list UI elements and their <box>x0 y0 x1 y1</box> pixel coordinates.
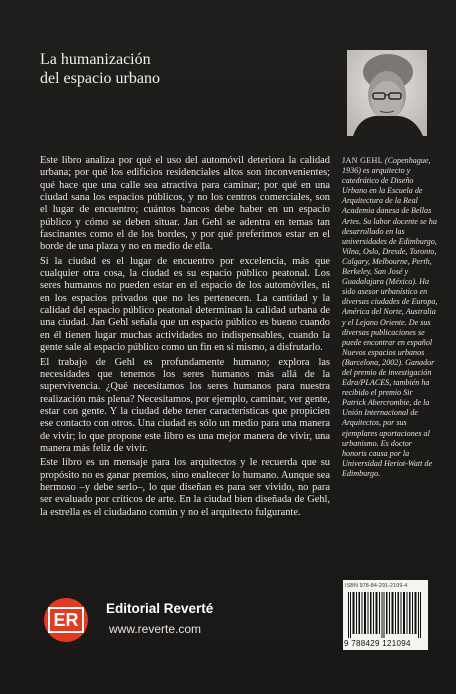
isbn-label: ISBN 978-84-291-2109-4 <box>345 583 408 589</box>
barcode-number: 9 788429 121094 <box>344 639 411 648</box>
author-photo <box>347 50 427 136</box>
blurb-paragraph: Si la ciudad es el lugar de encuentro por excelencia, más que cualquier otra cosa, la ciudad es su espacio público peatonal. Los seres humanos no pueden estar en el espacio de los automóviles, ni en los espacios privados que no les pertenecen. La cantidad y la calidad del espacio público peatonal determinan la calidad urbana de una ciudad. Jan Gehl señala que un espacio público es bueno cuando en él tienen lugar muchas actividades no indispensables, cuando la gente sale al espacio público como un fin en sí mismo, a disfrutarlo. <box>40 255 330 354</box>
blurb-text <box>40 155 330 521</box>
publisher-logo-text: ER <box>48 607 83 633</box>
publisher-logo <box>44 598 88 642</box>
publisher-website[interactable]: www.reverte.com <box>109 622 202 636</box>
blurb-paragraph: Este libro analiza por qué el uso del automóvil deteriora la calidad urbana; por qué los edificios residenciales altos son inconvenientes; qué hace que una calle sea atractiva para caminar; por qué en una ciudad sana los espacios públicos, y no los centros comerciales, son el lugar de encuentro; cuántos bancos debe haber en un espacio público y cómo se deben situar. Jan Gehl se adentra en temas tan fascinantes como el de los bordes, y por qué preferimos estar en el borde de una plaza y no en medio de ella. <box>40 155 330 253</box>
publisher-name: Editorial Reverté <box>106 601 214 616</box>
author-bio-text: (Copenhague, 1936) es arquitecto y catedrático de Diseño Urbano en la Escuela de Arquitectura de la Real Academia danesa de Bellas Artes. Su labor docente se ha desarrollado en las universidades de Edimburgo, Vilna, Oslo, Dresde, Toronto, Calgary, Melbourne, Perth, Berkeley, San José y Guadalajara (México). Ha sido asesor urbanístico en diversas ciudades de Europa, América del Norte, Australia y el Lejano Oriente. De sus diversas publicaciones se puede encontrar en español Nuevos espacios urbanos (Barcelona, 2002). Ganador del premio de investigación Edra/PLACES, también ha recibido el premio Sir Patrick Abercrombie, de la Unión Internacional de Arquitectos, por sus ejemplares aportaciones al urbanismo. Es doctor honoris causa por la Universidad Heriot-Watt de Edimburgo. <box>342 156 438 478</box>
book-title-line-2: del espacio urbano <box>40 70 160 87</box>
author-name: JAN GEHL <box>342 156 383 165</box>
author-bio <box>342 156 438 479</box>
blurb-paragraph: Este libro es un mensaje para los arquitectos y le recuerda que su propósito no es ganar premios, sino enaltecer lo humano. Aunque sea hermoso –y debe serlo–, lo que diseñan es para ser vivido, no para ser evaluado por críticos de arte. En la ciudad bien diseñada de Gehl, la estrella es el ciudadano común y no el arquitecto fulgurante. <box>40 457 330 518</box>
blurb-paragraph: El trabajo de Gehl es profundamente humano; explora las necesidades que tenemos los seres humanos más allá de la supervivencia. ¿Qué necesitamos los seres humanos para nuestra realización más plena? Necesitamos, por ejemplo, caminar, ver gente, estar con gente. Y la ciudad debe tener características que propicien ese contacto con otros. Una ciudad es sólo un medio para una manera de vivir; lo que propone este libro es una mejor manera de vivir, una manera más feliz de vivir. <box>40 356 330 454</box>
book-title-line-1: La humanización <box>40 51 151 68</box>
barcode-bars <box>348 592 423 638</box>
book-title <box>40 50 320 88</box>
barcode <box>343 580 428 650</box>
